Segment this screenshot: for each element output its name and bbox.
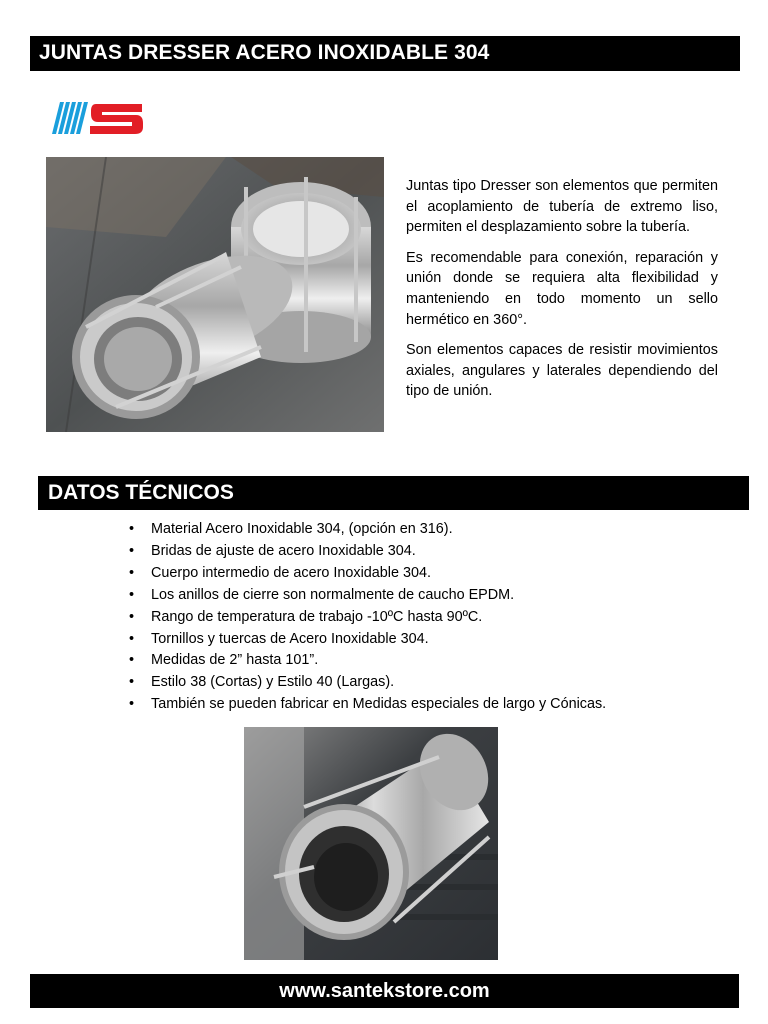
intro-paragraph: Son elementos capaces de resistir movimientos axiales, angulares y laterales dependiendo del tipo de unión. — [406, 342, 718, 400]
logo-letter-s — [90, 104, 143, 134]
spec-item: • Estilo 38 (Cortas) y Estilo 40 (Largas). — [127, 672, 606, 694]
spec-list — [127, 519, 606, 716]
santek-logo — [50, 96, 146, 140]
spec-item: • Cuerpo intermedio de acero Inoxidable 304. — [127, 563, 606, 585]
intro-paragraph: Es recomendable para conexión, reparación y unión donde se requiera alta flexibilidad y manteniendo en todo momento un sello hermético en 360°. — [406, 249, 718, 328]
intro-paragraph: Juntas tipo Dresser son elementos que permiten el acoplamiento de tubería de extremo liso, permiten el desplazamiento sobre la tubería. — [406, 178, 718, 236]
page-title-bar — [30, 36, 740, 71]
spec-item: • Rango de temperatura de trabajo -10ºC hasta 90ºC. — [127, 607, 606, 629]
intro-text — [406, 176, 718, 412]
spec-item: • Tornillos y tuercas de Acero Inoxidable 304. — [127, 629, 606, 651]
section-title-bar — [38, 476, 749, 510]
website-url[interactable]: www.santekstore.com — [279, 980, 490, 1002]
dresser-coupling-photo-2 — [244, 727, 498, 960]
spec-item: • Material Acero Inoxidable 304, (opción en 316). — [127, 519, 606, 541]
spec-item: • Medidas de 2” hasta 101”. — [127, 650, 606, 672]
page-title: JUNTAS DRESSER ACERO INOXIDABLE 304 — [39, 41, 490, 64]
logo-stripes — [52, 102, 88, 134]
footer-bar — [30, 974, 739, 1008]
spec-item: • Los anillos de cierre son normalmente de caucho EPDM. — [127, 585, 606, 607]
section-title: DATOS TÉCNICOS — [48, 481, 234, 504]
dresser-coupling-photo-1 — [46, 157, 384, 432]
spec-item: • Bridas de ajuste de acero Inoxidable 304. — [127, 541, 606, 563]
spec-item: • También se pueden fabricar en Medidas especiales de largo y Cónicas. — [127, 694, 606, 716]
